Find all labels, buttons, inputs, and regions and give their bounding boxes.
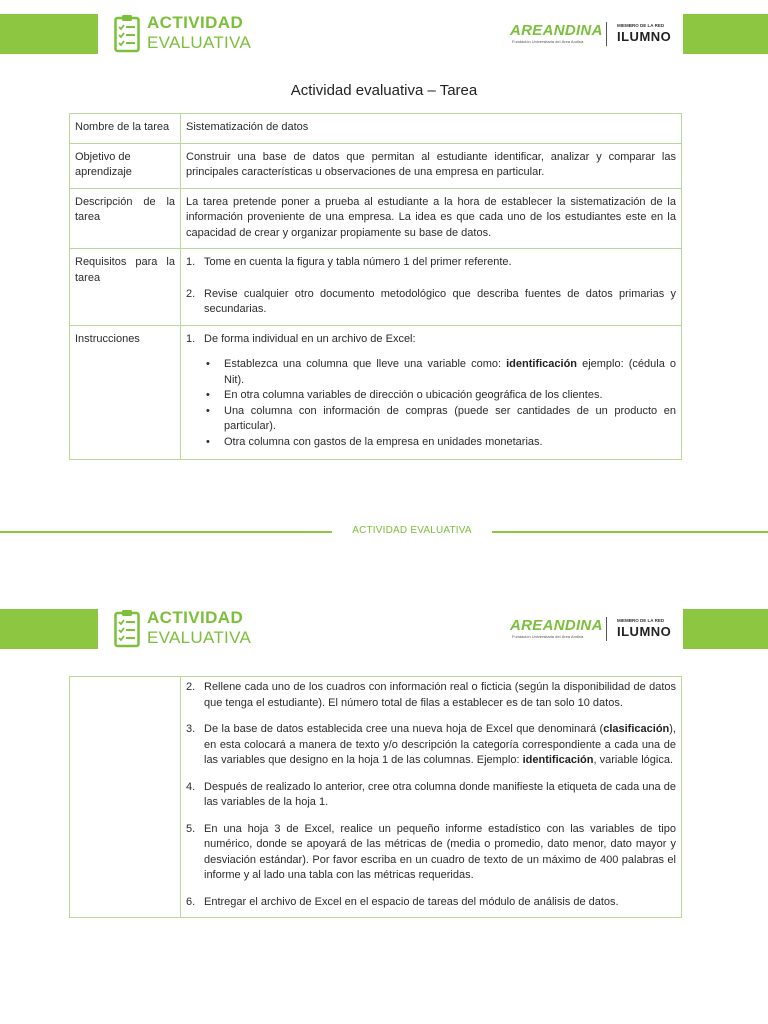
- table-row: [70, 188, 682, 249]
- institution-logo: [510, 22, 680, 48]
- row-value: [181, 249, 682, 326]
- item-number: 1.: [186, 256, 196, 268]
- table-row: [70, 249, 682, 326]
- header-green-bar-left: [0, 14, 98, 54]
- clipboard-checklist-icon: [114, 608, 140, 648]
- page-2: [0, 595, 768, 1024]
- item-number: 2.: [186, 287, 196, 300]
- item-text: Revise cualquier otro documento metodológico que describa fuentes de datos primarias y secundarias.: [204, 287, 676, 315]
- list-item: [186, 255, 676, 271]
- logo-subtitle: EVALUATIVA: [147, 628, 252, 647]
- bullet-icon: •: [206, 435, 210, 448]
- row-value: La tarea pretende poner a prueba al estudiante a la hora de establecer la sistematización de la información proveniente de una empresa. La idea es que cada uno de los estudiantes este en la capacidad de crear y organizar propiamente su base de datos.: [181, 188, 682, 249]
- bullet-list: [186, 357, 676, 450]
- bullet-text: ejemplo: (cédula o Nit).: [224, 358, 676, 386]
- bullet-text: Una columna con información de compras (puede ser cantidades de un producto en particular).: [224, 404, 676, 432]
- item-number: 2.: [186, 681, 196, 693]
- ilumno-wordmark: ILUMNO: [617, 624, 672, 639]
- logo-divider: [606, 22, 607, 46]
- bullet-icon: •: [206, 404, 210, 417]
- row-label: Descripción de la tarea: [70, 188, 181, 249]
- row-value: Sistematización de datos: [181, 114, 682, 144]
- table-row: [70, 677, 682, 918]
- row-label-empty: [70, 677, 181, 918]
- row-value: Construir una base de datos que permitan al estudiante identificar, analizar y comparar las principales características u observaciones de una empresa en particular.: [181, 143, 682, 188]
- item-keyword: clasificación: [603, 723, 670, 735]
- page-title: Actividad evaluativa – Tarea: [290, 82, 478, 99]
- item-keyword: identificación: [522, 754, 594, 766]
- item-text: En una hoja 3 de Excel, realice un pequeño informe estadístico con las variables de tipo numérico, donde se apoyará de las métricas de (media o promedio, dato menor, dato mayor y desviación estándar). Por favor escriba en un cuadro de texto de un máximo de 400 palabras el informe y al lado una tabla con las métricas requeridas.: [204, 822, 676, 881]
- row-value: [181, 677, 682, 918]
- clipboard-checklist-icon: [114, 13, 140, 53]
- continued-instructions-list: [186, 680, 676, 910]
- header-green-bar-right: [683, 609, 768, 649]
- header-green-bar-right: [683, 14, 768, 54]
- bullet-icon: •: [206, 358, 210, 370]
- list-item: [186, 332, 676, 348]
- continued-table: [69, 676, 682, 918]
- bullet-keyword: identificación: [506, 358, 578, 370]
- row-label: Objetivo de aprendizaje: [70, 143, 181, 188]
- list-item: [186, 722, 676, 769]
- list-item: [186, 287, 676, 318]
- table-row: [70, 143, 682, 188]
- bullet-item: [186, 388, 676, 404]
- page-1: [0, 0, 768, 500]
- page-footer: [0, 522, 768, 542]
- instructions-list: [186, 332, 676, 348]
- page-header: [0, 0, 768, 62]
- requirements-list: [186, 255, 676, 318]
- row-label: Nombre de la tarea: [70, 114, 181, 144]
- item-text: Después de realizado lo anterior, cree otra columna donde manifieste la etiqueta de cada una de las variables de la hoja 1.: [204, 780, 676, 808]
- areandina-subtitle: Fundación Universitaria del Área Andina: [512, 39, 584, 44]
- logo-divider: [606, 617, 607, 641]
- logo-title: ACTIVIDAD: [147, 608, 244, 627]
- row-value: [181, 325, 682, 460]
- areandina-wordmark: AREANDINA: [510, 22, 603, 39]
- network-label: MIEMBRO DE LA RED: [617, 23, 665, 28]
- item-text: De la base de datos establecida cree una nueva hoja de Excel que denominará (: [204, 723, 604, 735]
- bullet-text: Establezca una columna que lleve una variable como:: [224, 358, 507, 370]
- header-green-bar-left: [0, 609, 98, 649]
- item-number: 6.: [186, 895, 196, 908]
- item-number: 4.: [186, 780, 196, 793]
- item-number: 1.: [186, 332, 196, 345]
- row-label: Requisitos para la tarea: [70, 249, 181, 326]
- bullet-text: En otra columna variables de dirección o ubicación geográfica de los clientes.: [224, 389, 603, 401]
- item-text: Entregar el archivo de Excel en el espacio de tareas del módulo de análisis de datos.: [204, 895, 619, 908]
- bullet-icon: •: [206, 389, 210, 401]
- table-row: [70, 325, 682, 460]
- page-header: [0, 595, 768, 657]
- item-text: Rellene cada uno de los cuadros con información real o ficticia (según la disponibilidad de datos que tenga el estudiante). El número total de filas a establecer es de tan solo 10 datos.: [204, 681, 676, 709]
- item-text: Tome en cuenta la figura y tabla número 1 del primer referente.: [204, 256, 512, 268]
- ilumno-wordmark: ILUMNO: [617, 29, 672, 44]
- bullet-text: Otra columna con gastos de la empresa en unidades monetarias.: [224, 435, 543, 448]
- item-text: ), en esta colocará a manera de texto y/o descripción la categoría correspondiente a cada una de las variables que designo en la hoja 1 de las columnas. Ejemplo:: [204, 723, 676, 766]
- areandina-subtitle: Fundación Universitaria del Área Andina: [512, 634, 584, 639]
- item-text: De forma individual en un archivo de Excel:: [204, 332, 416, 345]
- bullet-item: [186, 404, 676, 435]
- row-label: Instrucciones: [70, 325, 181, 460]
- footer-line-right: [492, 531, 768, 533]
- bullet-item: [186, 435, 676, 451]
- network-label: MIEMBRO DE LA RED: [617, 618, 665, 623]
- logo-title: ACTIVIDAD: [147, 13, 244, 32]
- item-text: , variable lógica.: [593, 754, 673, 766]
- areandina-wordmark: AREANDINA: [510, 617, 603, 634]
- list-item: [186, 895, 676, 911]
- list-item: [186, 780, 676, 811]
- list-item: [186, 822, 676, 884]
- bullet-item: [186, 357, 676, 388]
- task-table: [69, 113, 682, 460]
- table-row: [70, 114, 682, 144]
- logo-subtitle: EVALUATIVA: [147, 33, 252, 52]
- list-item: [186, 680, 676, 711]
- footer-line-left: [0, 531, 332, 533]
- item-number: 3.: [186, 723, 196, 735]
- footer-text: ACTIVIDAD EVALUATIVA: [352, 525, 472, 536]
- institution-logo: [510, 617, 680, 643]
- item-number: 5.: [186, 822, 196, 835]
